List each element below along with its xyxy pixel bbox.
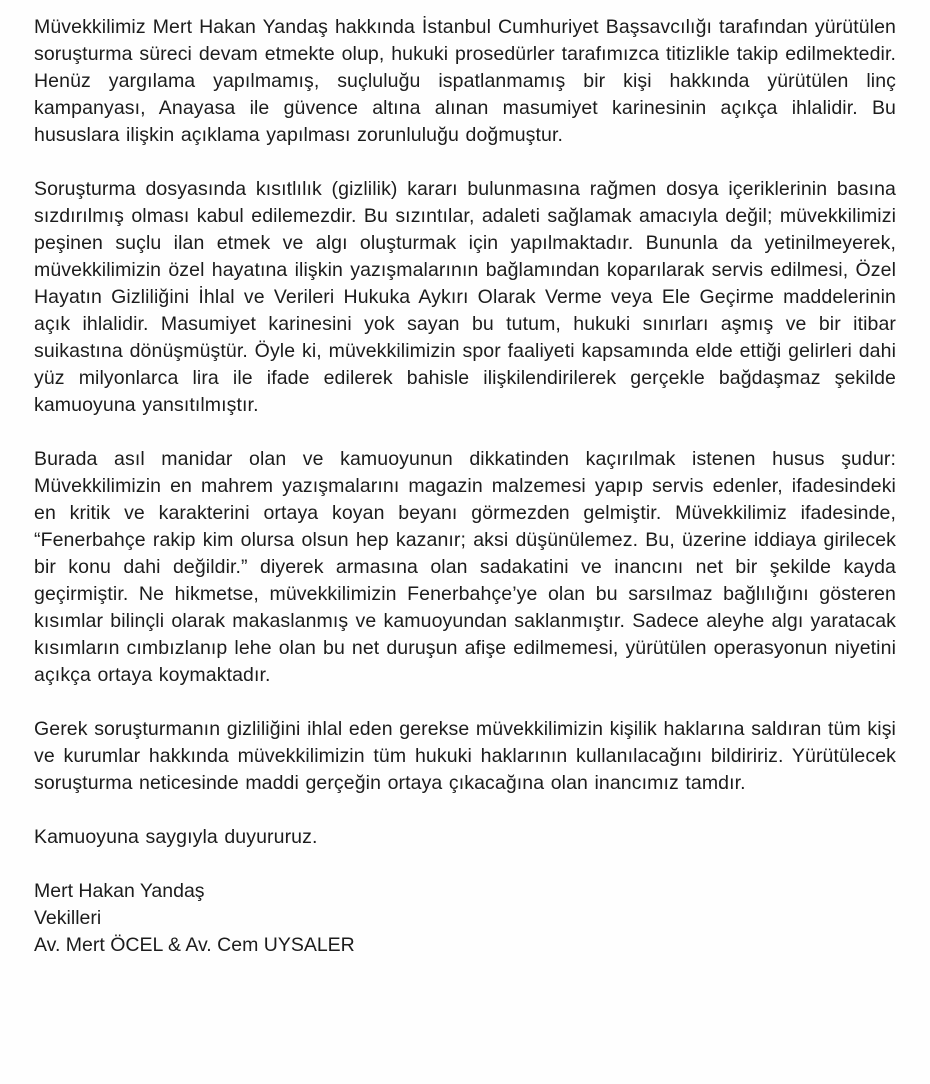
paragraph-4: Gerek soruşturmanın gizliliğini ihlal eden gerekse müvekkilimizin kişilik haklarına saldıran tüm kişi ve kurumlar hakkında müvekkilimizin tüm hukuki haklarının kullanılacağını bildiririz. Yürütülecek soruşturma neticesinde maddi gerçeğin ortaya çıkacağına olan inancımız tamdır. (34, 718, 896, 794)
paragraph-1: Müvekkilimiz Mert Hakan Yandaş hakkında İstanbul Cumhuriyet Başsavcılığı tarafından yürütülen soruşturma süreci devam etmekte olup, hukuki prosedürler tarafımızca titizlikle takip edilmektedir. Henüz yargılama yapılmamış, suçluluğu ispatlanmamış bir kişi hakkında yürütülen linç kampanyası, Anayasa ile güvence altına alınan masumiyet karinesinin açıkça ihlalidir. Bu hususlara ilişkin açıklama yapılması zorunluluğu doğmuştur. (34, 16, 896, 146)
paragraph-3: Burada asıl manidar olan ve kamuoyunun dikkatinden kaçırılmak istenen husus şudur: Müvekkilimizin en mahrem yazışmalarını magazin malzemesi yapıp servis edenler, ifadesindeki en kritik ve karakterini ortaya koyan beyanı görmezden gelmiştir. Müvekkilimiz ifadesinde, “Fenerbahçe rakip kim olursa olsun hep kazanır; aksi düşünülemez. Bu, üzerine iddiaya girilecek bir konu dahi değildir.” diyerek armasına olan sadakatini ve inancını net bir şekilde kayda geçirmiştir. Ne hikmetse, müvekkilimizin Fenerbahçe’ye olan bu sarsılmaz bağlılığını gösteren kısımlar bilinçli olarak makaslanmış ve kamuoyundan saklanmıştır. Sadece aleyhe algı yaratacak kısımların cımbızlanıp lehe olan bu net duruşun afişe edilmemesi, yürütülen operasyonun niyetini açıkça ortaya koymaktadır. (34, 448, 896, 686)
closing-line: Kamuoyuna saygıyla duyururuz. (34, 826, 318, 848)
signatory-lawyers: Av. Mert ÖCEL & Av. Cem UYSALER (34, 934, 355, 956)
statement-body (34, 14, 896, 851)
signatory-name: Mert Hakan Yandaş (34, 880, 205, 902)
signature-block (34, 878, 896, 959)
signatory-role: Vekilleri (34, 907, 102, 929)
paragraph-2: Soruşturma dosyasında kısıtlılık (gizlilik) kararı bulunmasına rağmen dosya içeriklerinin basına sızdırılmış olması kabul edilemezdir. Bu sızıntılar, adaleti sağlamak amacıyla değil; müvekkilimizi peşinen suçlu ilan etmek ve algı oluşturmak için yapılmaktadır. Bununla da yetinilmeyerek, müvekkilimizin özel hayatına ilişkin yazışmalarının bağlamından koparılarak servis edilmesi, Özel Hayatın Gizliliğini İhlal ve Verileri Hukuka Aykırı Olarak Verme veya Ele Geçirme maddelerinin açık ihlalidir. Masumiyet karinesini yok sayan bu tutum, hukuki sınırları aşmış ve bir itibar suikastına dönüşmüştür. Öyle ki, müvekkilimizin spor faaliyeti kapsamında elde ettiği gelirleri dahi yüz milyonlarca lira ile ifade edilerek bahisle ilişkilendirilerek gerçekle bağdaşmaz şekilde kamuoyuna yansıtılmıştır. (34, 178, 896, 416)
